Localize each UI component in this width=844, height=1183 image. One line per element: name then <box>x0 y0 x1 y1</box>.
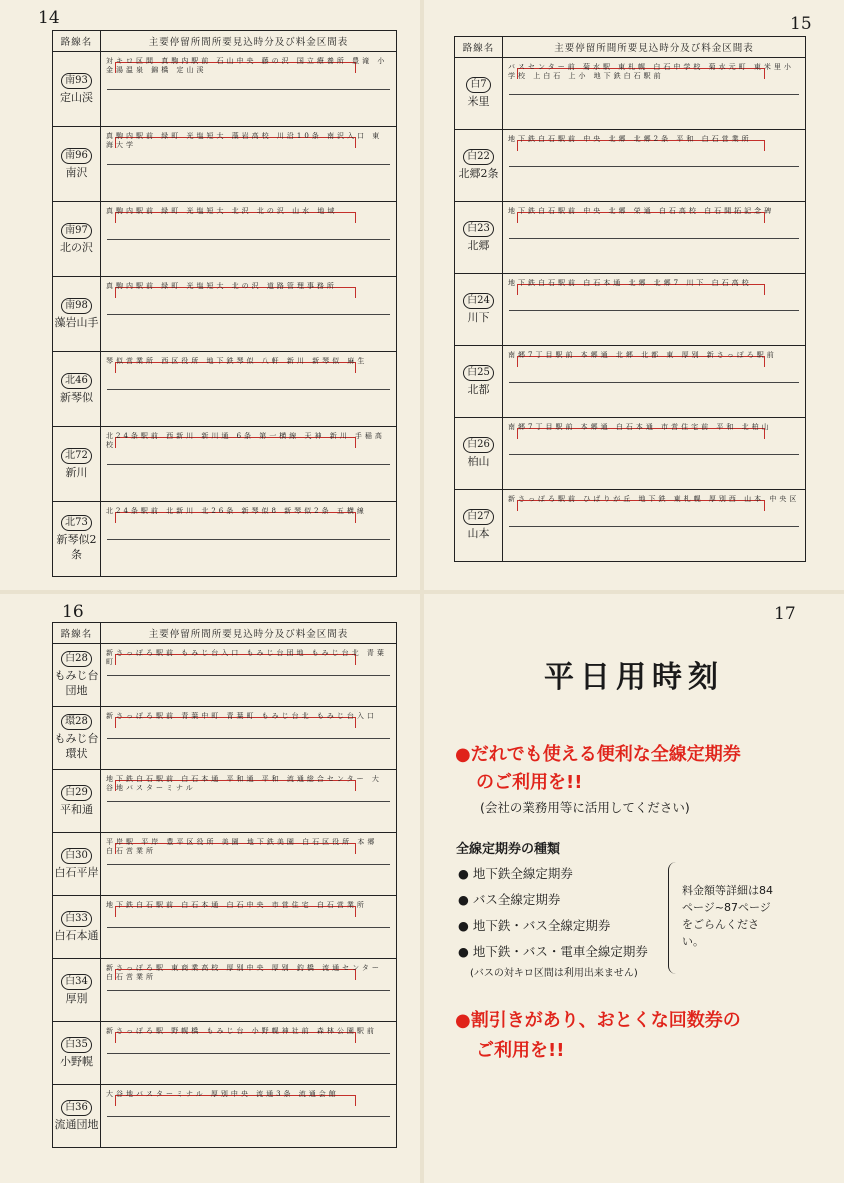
route-diagram-cell <box>503 274 806 346</box>
route-number-badge: 南97 <box>61 223 92 239</box>
route-stops: 新さっぽろ駅前 青葉中町 青葉町 もみじ台北 もみじ台入口 <box>106 712 377 720</box>
route-name-cell <box>53 959 101 1022</box>
route-table-p16 <box>52 622 397 1148</box>
route-name: 北郷2条 <box>458 167 499 181</box>
route-row <box>53 202 397 277</box>
route-row <box>455 274 806 346</box>
route-stops: 真駒内駅前 緑町 光塩短大 北の沢 道路管理事務所 <box>106 282 337 290</box>
route-row <box>455 202 806 274</box>
route-name: 北都 <box>467 383 490 397</box>
page-14 <box>0 0 420 590</box>
route-diagram-cell <box>101 427 397 502</box>
route-diagram-cell <box>503 130 806 202</box>
route-number-badge: 北46 <box>61 373 92 389</box>
page-number: 15 <box>790 14 812 34</box>
route-name-cell <box>455 490 503 562</box>
route-stops: 平岸駅 平岸 豊平区役所 美園 地下鉄美園 白石区役所 本郷 白石営業所 <box>106 838 378 855</box>
route-stops: 南郷7丁目駅前 本郷通 白石本通 市営住宅前 平和 北柏山 <box>508 423 772 431</box>
route-name-cell <box>53 644 101 707</box>
promo-season-pass-note: (会社の業務用等に活用してください) <box>480 800 690 815</box>
route-stops: 地下鉄白石駅前 白石本通 白石中央 市営住宅 白石営業所 <box>106 901 367 909</box>
route-number-badge: 白34 <box>61 974 92 990</box>
route-number-badge: 南96 <box>61 148 92 164</box>
route-name-cell <box>53 277 101 352</box>
route-row <box>53 959 397 1022</box>
route-name: 新琴似 <box>60 390 93 404</box>
route-row <box>455 490 806 562</box>
route-name: 新川 <box>65 465 88 479</box>
col-header-info: 主要停留所間所要見込時分及び料金区間表 <box>101 623 397 644</box>
route-name-cell <box>455 58 503 130</box>
route-stops: 北24条駅前 西新川 新川通 6条 第一横線 天神 新川 手稲高校 <box>106 432 385 449</box>
pass-type-0: ● 地下鉄全線定期券 <box>458 866 573 881</box>
route-number-badge: 白22 <box>463 149 494 165</box>
col-header-route: 路線名 <box>53 623 101 644</box>
route-name-cell <box>455 274 503 346</box>
route-name-cell <box>53 707 101 770</box>
route-diagram-cell <box>503 58 806 130</box>
route-diagram-cell <box>503 490 806 562</box>
route-name: 川下 <box>467 311 490 325</box>
route-name-cell <box>53 1085 101 1148</box>
route-stops: 真駒内駅前 緑町 光塩短大 北沢 北の沢 山水 地域 <box>106 207 338 215</box>
route-name-cell <box>53 427 101 502</box>
route-row <box>53 896 397 959</box>
timetable-title: 平日用時刻 <box>544 660 724 695</box>
route-name: もみじ台環状 <box>54 732 99 760</box>
route-name: 北郷 <box>467 239 490 253</box>
pass-side-note: 料金額等詳細は84ページ~87ページをごらんください。 <box>682 884 773 948</box>
route-row <box>53 427 397 502</box>
route-diagram-cell <box>101 896 397 959</box>
route-diagram-cell <box>101 277 397 352</box>
route-row <box>53 1022 397 1085</box>
route-number-badge: 環28 <box>61 714 92 730</box>
route-row <box>53 770 397 833</box>
route-row <box>455 58 806 130</box>
route-diagram-cell <box>101 959 397 1022</box>
route-name: 平和通 <box>60 802 93 816</box>
col-header-route: 路線名 <box>53 31 101 52</box>
col-header-info: 主要停留所間所要見込時分及び料金区間表 <box>503 37 806 58</box>
route-stops: 地下鉄白石駅前 白石本通 平和通 平和 流通総合センター 大谷地バスターミナル <box>106 775 382 792</box>
route-name: 白石平岸 <box>54 865 99 879</box>
promo-season-pass-line2: のご利用を!! <box>476 772 583 793</box>
route-number-badge: 南98 <box>61 298 92 314</box>
route-name: 米里 <box>467 95 490 109</box>
route-number-badge: 白26 <box>463 437 494 453</box>
route-row <box>455 346 806 418</box>
route-stops: 真駒内駅前 緑町 光塩短大 藻岩高校 川沿10条 南沢入口 東海大学 <box>106 132 383 149</box>
route-name: 新琴似2条 <box>56 533 97 561</box>
pass-type-3: ● 地下鉄・バス・電車全線定期券 <box>458 944 648 959</box>
pass-type-2: ● 地下鉄・バス全線定期券 <box>458 918 611 933</box>
page-number: 17 <box>774 604 796 624</box>
route-name-cell <box>53 833 101 896</box>
route-row <box>53 707 397 770</box>
route-name-cell <box>53 770 101 833</box>
route-stops: 地下鉄白石駅前 中央 北郷 北郷2条 平和 白石営業所 <box>508 135 752 143</box>
route-number-badge: 白36 <box>61 1100 92 1116</box>
route-row <box>53 277 397 352</box>
route-name-cell <box>455 346 503 418</box>
route-diagram-cell <box>101 644 397 707</box>
route-name: 小野幌 <box>60 1054 93 1068</box>
route-name: 厚別 <box>65 991 88 1005</box>
route-diagram-cell <box>101 127 397 202</box>
route-name-cell <box>455 130 503 202</box>
pass-type-1: ● バス全線定期券 <box>458 892 561 907</box>
route-name-cell <box>53 52 101 127</box>
route-row <box>53 52 397 127</box>
page-number: 16 <box>62 602 84 622</box>
route-stops: 新さっぽろ駅前 もみじ台入口 もみじ台団地 もみじ台北 青葉町 <box>106 649 387 666</box>
route-name: 北の沢 <box>60 240 93 254</box>
route-diagram-cell <box>101 352 397 427</box>
route-name: 流通団地 <box>54 1117 99 1131</box>
route-name: もみじ台団地 <box>54 669 99 697</box>
route-diagram-cell <box>101 202 397 277</box>
page-number: 14 <box>38 8 60 28</box>
route-name-cell <box>455 202 503 274</box>
pass-types-title: 全線定期券の種類 <box>456 842 561 857</box>
route-stops: 対キロ区間 真駒内駅前 石山中央 藤の沢 国立療養所 豊滝 小金湯温泉 錦橋 定山渓 <box>106 57 388 74</box>
page-16 <box>0 594 420 1183</box>
route-row <box>455 130 806 202</box>
route-diagram-cell <box>503 418 806 490</box>
route-row <box>53 502 397 577</box>
route-number-badge: 白27 <box>463 509 494 525</box>
route-diagram-cell <box>101 707 397 770</box>
route-row <box>53 1085 397 1148</box>
route-number-badge: 南93 <box>61 73 92 89</box>
promo-coupon-line1: ●割引きがあり、おとくな回数券の <box>455 1010 741 1031</box>
route-diagram-cell <box>503 346 806 418</box>
route-stops: 新さっぽろ駅 野幌橋 もみじ台 小野幌神社前 森林公園駅前 <box>106 1027 377 1035</box>
col-header-route: 路線名 <box>455 37 503 58</box>
route-diagram-cell <box>101 833 397 896</box>
route-row <box>455 418 806 490</box>
route-row <box>53 644 397 707</box>
route-diagram-cell <box>101 502 397 577</box>
route-name: 柏山 <box>467 455 490 469</box>
route-diagram-cell <box>101 52 397 127</box>
route-stops: 大谷地バスターミナル 厚別中央 流通3条 流通会館 <box>106 1090 339 1098</box>
route-number-badge: 白24 <box>463 293 494 309</box>
route-diagram-cell <box>503 202 806 274</box>
route-name-cell <box>53 502 101 577</box>
route-name: 山本 <box>467 527 490 541</box>
route-name: 白石本通 <box>54 928 99 942</box>
route-number-badge: 白33 <box>61 911 92 927</box>
route-number-badge: 白23 <box>463 221 494 237</box>
route-name: 南沢 <box>65 165 88 179</box>
route-stops: 地下鉄白石駅前 白石本通 北郷 北郷7 川下 白石高校 <box>508 279 752 287</box>
col-header-info: 主要停留所間所要見込時分及び料金区間表 <box>101 31 397 52</box>
route-number-badge: 白35 <box>61 1037 92 1053</box>
route-stops: 南郷7丁目駅前 本郷通 北郷 北都 東 厚別 新さっぽろ駅前 <box>508 351 777 359</box>
route-number-badge: 白30 <box>61 848 92 864</box>
route-table-p15 <box>454 36 806 562</box>
pass-types-note: (バスの対キロ区間は利用出来ません) <box>470 968 638 979</box>
route-stops: 琴似営業所 西区役所 地下鉄琴似 八軒 新川 新琴似 麻生 <box>106 357 368 365</box>
route-stops: 新さっぽろ駅前 ひばりが丘 地下鉄 東札幌 厚別西 山本 中央区 <box>508 495 800 503</box>
page-15 <box>424 0 844 590</box>
route-diagram-cell <box>101 1022 397 1085</box>
route-name: 藻岩山手 <box>54 315 99 329</box>
route-stops: 地下鉄白石駅前 中央 北郷 栄通 白石高校 白石開拓記念碑 <box>508 207 775 215</box>
route-name-cell <box>53 1022 101 1085</box>
route-number-badge: 白28 <box>61 651 92 667</box>
promo-coupon-line2: ご利用を!! <box>476 1040 565 1061</box>
route-number-badge: 北73 <box>61 515 92 531</box>
route-name-cell <box>455 418 503 490</box>
route-row <box>53 127 397 202</box>
route-number-badge: 北72 <box>61 448 92 464</box>
route-name-cell <box>53 896 101 959</box>
pass-types-bracket <box>668 862 677 974</box>
route-number-badge: 白29 <box>61 785 92 801</box>
route-diagram-cell <box>101 770 397 833</box>
route-table-p14 <box>52 30 397 577</box>
route-diagram-cell <box>101 1085 397 1148</box>
route-name-cell <box>53 202 101 277</box>
route-stops: 新さっぽろ駅 東商業高校 厚別中央 厚別 釣橋 流通センター 白石営業所 <box>106 964 382 981</box>
route-stops: 北24条駅前 北新川 北26条 新琴似8 新琴似2条 五横線 <box>106 507 367 515</box>
route-name-cell <box>53 352 101 427</box>
route-row <box>53 833 397 896</box>
route-name-cell <box>53 127 101 202</box>
route-number-badge: 白25 <box>463 365 494 381</box>
route-stops: バスセンター前 菊水駅 東札幌 白石中学校 菊水元町 東米里小学校 上白石 上小 地下鉄白石駅前 <box>508 63 794 80</box>
promo-season-pass-line1: ●だれでも使える便利な全線定期券 <box>455 744 741 765</box>
route-row <box>53 352 397 427</box>
route-name: 定山渓 <box>60 90 93 104</box>
route-number-badge: 白7 <box>466 77 490 93</box>
